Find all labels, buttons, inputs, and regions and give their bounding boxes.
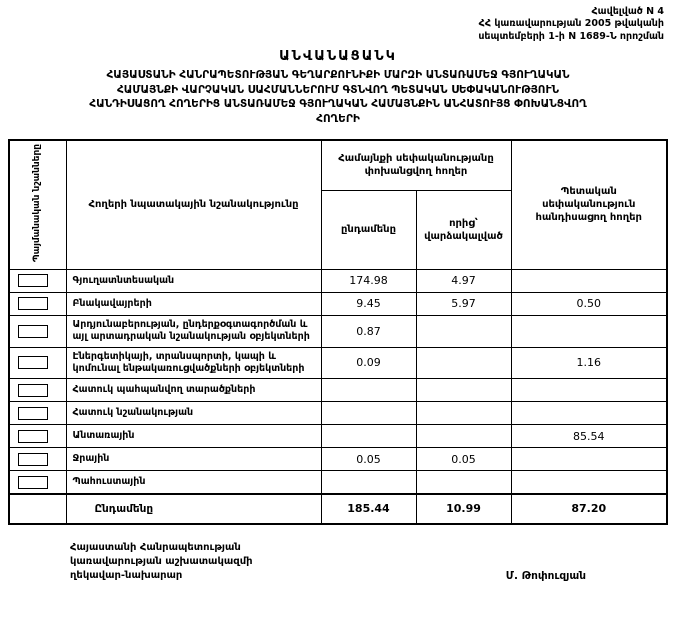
land-purpose: Ջրային bbox=[66, 448, 321, 471]
symbol-cell bbox=[9, 471, 66, 494]
subtitle-line: ՀԱՄԱՅՆՔԻ ՎԱՐՉԱԿԱՆ ՍԱՀՄԱՆՆԵՐՈՒՄ ԳՏՆՎՈՂ ՊԵՏԱԿԱՆ ՍԵՓԱԿԱՆՈՒԹՅՈՒՆ bbox=[116, 83, 560, 96]
legend-swatch bbox=[18, 407, 48, 420]
value-leased: 4.97 bbox=[416, 269, 511, 292]
table-row bbox=[9, 448, 667, 471]
value-total: 0.87 bbox=[321, 315, 416, 347]
document-title: ԱՆՎԱՆԱՑԱՆԿ bbox=[279, 49, 397, 65]
table-row bbox=[9, 269, 667, 292]
legend-swatch bbox=[18, 325, 48, 338]
subtitle-line: ՀՈՂԵՐԻ bbox=[316, 113, 360, 126]
value-total: 0.09 bbox=[321, 347, 416, 379]
legend-swatch bbox=[18, 384, 48, 397]
annex-decree-number: սեպտեմբերի 1-ի N 1689-Ն որոշման bbox=[478, 30, 664, 42]
symbol-cell bbox=[9, 448, 66, 471]
signature-line: ղեկավար-նախարար bbox=[70, 569, 183, 581]
totals-total: 185.44 bbox=[321, 494, 416, 524]
subtitle-line: ՀԱՆԴԻՍԱՑՈՂ ՀՈՂԵՐԻՑ ԱՆՏԱՌԱՄԵՋ ԳՅՈՒՂԱԿԱՆ ՀԱՄԱՅՆՔԻՆ ԱՆՀԱՏՈՒՅՑ ՓՈԽԱՆՑՎՈՂ bbox=[89, 98, 587, 111]
value-total: 0.05 bbox=[321, 448, 416, 471]
totals-row bbox=[9, 494, 667, 524]
land-table bbox=[8, 139, 668, 525]
land-purpose: Հատուկ նշանակության bbox=[66, 402, 321, 425]
column-header-purpose: Հողերի նպատակային նշանակությունը bbox=[66, 140, 321, 270]
totals-state: 87.20 bbox=[511, 494, 667, 524]
value-total bbox=[321, 379, 416, 402]
land-purpose: Էներգետիկայի, տրանսպորտի, կապի և կոմունալ ենթակառուցվածքների օբյեկտների bbox=[66, 347, 321, 379]
table-row bbox=[9, 402, 667, 425]
legend-swatch bbox=[18, 356, 48, 369]
legend-swatch bbox=[18, 297, 48, 310]
value-leased bbox=[416, 347, 511, 379]
value-state bbox=[511, 269, 667, 292]
value-total bbox=[321, 425, 416, 448]
signatory-name: Մ. Թոփուզյան bbox=[505, 569, 586, 582]
value-state bbox=[511, 402, 667, 425]
annex-reference bbox=[8, 6, 668, 43]
value-leased bbox=[416, 425, 511, 448]
value-state bbox=[511, 315, 667, 347]
signature-line: կառավարության աշխատակազմի bbox=[70, 555, 253, 567]
value-state bbox=[511, 471, 667, 494]
symbol-cell bbox=[9, 402, 66, 425]
value-state bbox=[511, 448, 667, 471]
totals-symbol-cell bbox=[9, 494, 66, 524]
symbol-cell bbox=[9, 347, 66, 379]
symbol-cell bbox=[9, 425, 66, 448]
table-row bbox=[9, 425, 667, 448]
value-total bbox=[321, 402, 416, 425]
land-purpose: Հատուկ պահպանվող տարածքների bbox=[66, 379, 321, 402]
value-total bbox=[321, 471, 416, 494]
value-leased bbox=[416, 379, 511, 402]
annex-decree-year: ՀՀ կառավարության 2005 թվականի bbox=[478, 18, 664, 30]
totals-leased: 10.99 bbox=[416, 494, 511, 524]
signature-line: Հայաստանի Հանրապետության bbox=[70, 541, 241, 553]
table-row bbox=[9, 347, 667, 379]
column-header-leased: որից՝ վարձակալված bbox=[416, 190, 511, 269]
table-row bbox=[9, 379, 667, 402]
annex-number: Հավելված N 4 bbox=[591, 6, 664, 17]
value-leased: 0.05 bbox=[416, 448, 511, 471]
value-total: 174.98 bbox=[321, 269, 416, 292]
land-purpose: Անտառային bbox=[66, 425, 321, 448]
column-header-symbol bbox=[9, 140, 66, 270]
signature-row bbox=[8, 541, 668, 583]
symbol-cell bbox=[9, 315, 66, 347]
column-header-community-group: Համայնքի սեփականությանը փոխանցվող հողեր bbox=[321, 140, 511, 191]
value-total: 9.45 bbox=[321, 292, 416, 315]
totals-label: Ընդամենը bbox=[66, 494, 321, 524]
land-purpose: Բնակավայրերի bbox=[66, 292, 321, 315]
land-purpose: Գյուղատնտեսական bbox=[66, 269, 321, 292]
legend-swatch bbox=[18, 430, 48, 443]
legend-swatch bbox=[18, 476, 48, 489]
value-state: 85.54 bbox=[511, 425, 667, 448]
symbol-cell bbox=[9, 269, 66, 292]
value-leased bbox=[416, 315, 511, 347]
value-leased bbox=[416, 402, 511, 425]
land-purpose: Պահուստային bbox=[66, 471, 321, 494]
value-state: 1.16 bbox=[511, 347, 667, 379]
value-state: 0.50 bbox=[511, 292, 667, 315]
column-header-total: ընդամենը bbox=[321, 190, 416, 269]
symbol-cell bbox=[9, 292, 66, 315]
value-leased bbox=[416, 471, 511, 494]
column-header-state: Պետական սեփականություն հանդիսացող հողեր bbox=[511, 140, 667, 270]
symbol-cell bbox=[9, 379, 66, 402]
table-row bbox=[9, 471, 667, 494]
legend-swatch bbox=[18, 453, 48, 466]
document-subtitle bbox=[10, 68, 666, 127]
symbol-header-label: Պայմանական նշանները bbox=[31, 143, 42, 262]
table-row bbox=[9, 315, 667, 347]
legend-swatch bbox=[18, 274, 48, 287]
subtitle-line: ՀԱՅԱՍՏԱՆԻ ՀԱՆՐԱՊԵՏՈՒԹՅԱՆ ԳԵՂԱՐՔՈՒՆԻՔԻ ՄԱՐԶԻ ԱՆՏԱՌԱՄԵՋ ԳՅՈՒՂԱԿԱՆ bbox=[106, 69, 570, 82]
land-purpose: Արդյունաբերության, ընդերքօգտագործման և այլ արտադրական նշանակության օբյեկտների bbox=[66, 315, 321, 347]
signature-block bbox=[70, 541, 253, 583]
value-leased: 5.97 bbox=[416, 292, 511, 315]
value-state bbox=[511, 379, 667, 402]
table-row bbox=[9, 292, 667, 315]
